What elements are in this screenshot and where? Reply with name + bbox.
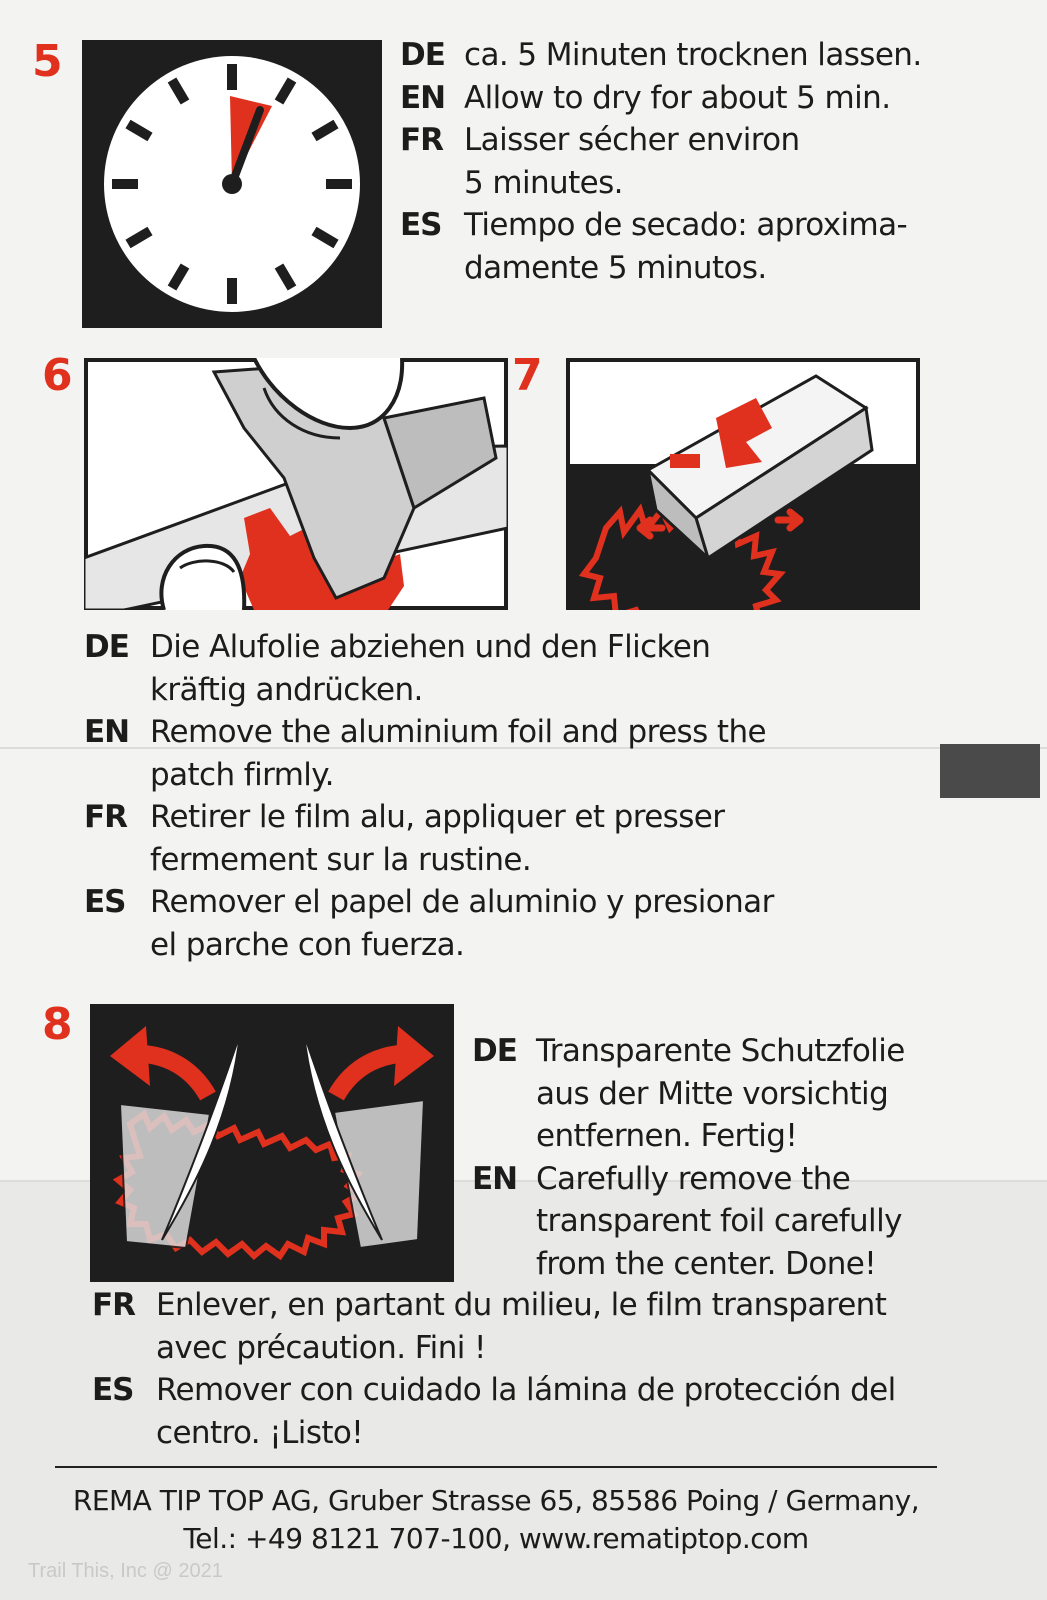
language-code: ES bbox=[400, 207, 442, 243]
instruction-es bbox=[92, 1369, 932, 1454]
instruction-es bbox=[84, 881, 804, 966]
instruction-text: Remover el papel de aluminio y presionar el parche con fuerza. bbox=[150, 884, 774, 963]
language-code: FR bbox=[400, 122, 444, 158]
instruction-text: Remove the aluminium foil and press the patch firmly. bbox=[150, 714, 766, 793]
language-code: DE bbox=[400, 37, 445, 73]
instruction-text: Carefully remove the transparent foil carefully from the center. Done! bbox=[536, 1160, 902, 1282]
step-5-instructions bbox=[400, 34, 1000, 289]
step-6-number: 6 bbox=[42, 350, 73, 401]
instruction-fr bbox=[84, 796, 804, 881]
instruction-fr bbox=[92, 1284, 932, 1369]
step-8-instructions-fr-es bbox=[92, 1284, 932, 1454]
instruction-text: Transparente Schutzfolie aus der Mitte vorsichtig entfernen. Fertig! bbox=[536, 1033, 905, 1154]
step-8-instructions-de-en bbox=[472, 1030, 932, 1285]
page-edge-mark bbox=[940, 744, 1040, 798]
remove-transparent-foil-illustration bbox=[90, 1004, 454, 1282]
instruction-text: ca. 5 Minuten trocknen lassen. bbox=[464, 37, 922, 73]
company-address: REMA TIP TOP AG, Gruber Strasse 65, 85586 Poing / Germany, bbox=[72, 1484, 920, 1517]
footer-divider bbox=[55, 1466, 937, 1468]
language-code: EN bbox=[84, 714, 130, 750]
instruction-en bbox=[472, 1158, 932, 1286]
press-patch-illustration bbox=[566, 358, 920, 610]
instruction-de bbox=[400, 34, 1000, 77]
language-code: DE bbox=[472, 1033, 517, 1069]
language-code: EN bbox=[472, 1160, 518, 1197]
watermark: Trail This, Inc @ 2021 bbox=[28, 1560, 223, 1582]
instruction-text: Die Alufolie abziehen und den Flicken kräftig andrücken. bbox=[150, 629, 711, 708]
language-code: EN bbox=[400, 79, 446, 116]
instruction-text: Remover con cuidado la lámina de protección del centro. ¡Listo! bbox=[156, 1372, 896, 1451]
instruction-text: Enlever, en partant du milieu, le film transparent avec précaution. Fini ! bbox=[156, 1287, 887, 1366]
instruction-text: Laisser sécher environ 5 minutes. bbox=[464, 122, 800, 201]
language-code: ES bbox=[92, 1372, 134, 1408]
step-8-number: 8 bbox=[42, 999, 73, 1050]
step-5-number: 5 bbox=[32, 36, 63, 87]
instruction-text: Tiempo de secado: aproxima- damente 5 minutos. bbox=[464, 207, 908, 286]
language-code: ES bbox=[84, 884, 126, 920]
instruction-de bbox=[472, 1030, 932, 1158]
language-code: FR bbox=[84, 799, 128, 835]
instruction-text: Retirer le film alu, appliquer et presser fermement sur la rustine. bbox=[150, 799, 725, 878]
language-code: FR bbox=[92, 1287, 136, 1323]
instruction-de bbox=[84, 626, 804, 711]
instruction-text: Allow to dry for about 5 min. bbox=[464, 79, 891, 116]
instruction-en bbox=[400, 77, 1000, 120]
company-contact: Tel.: +49 8121 707-100, www.rematiptop.com bbox=[183, 1522, 809, 1555]
instruction-fr bbox=[400, 119, 1000, 204]
step-7-number: 7 bbox=[512, 350, 543, 401]
language-code: DE bbox=[84, 629, 129, 665]
step-7-instructions bbox=[84, 626, 804, 966]
peel-foil-illustration bbox=[84, 358, 508, 610]
instruction-en bbox=[84, 711, 804, 796]
instruction-es bbox=[400, 204, 1000, 289]
clock-illustration bbox=[82, 40, 382, 328]
